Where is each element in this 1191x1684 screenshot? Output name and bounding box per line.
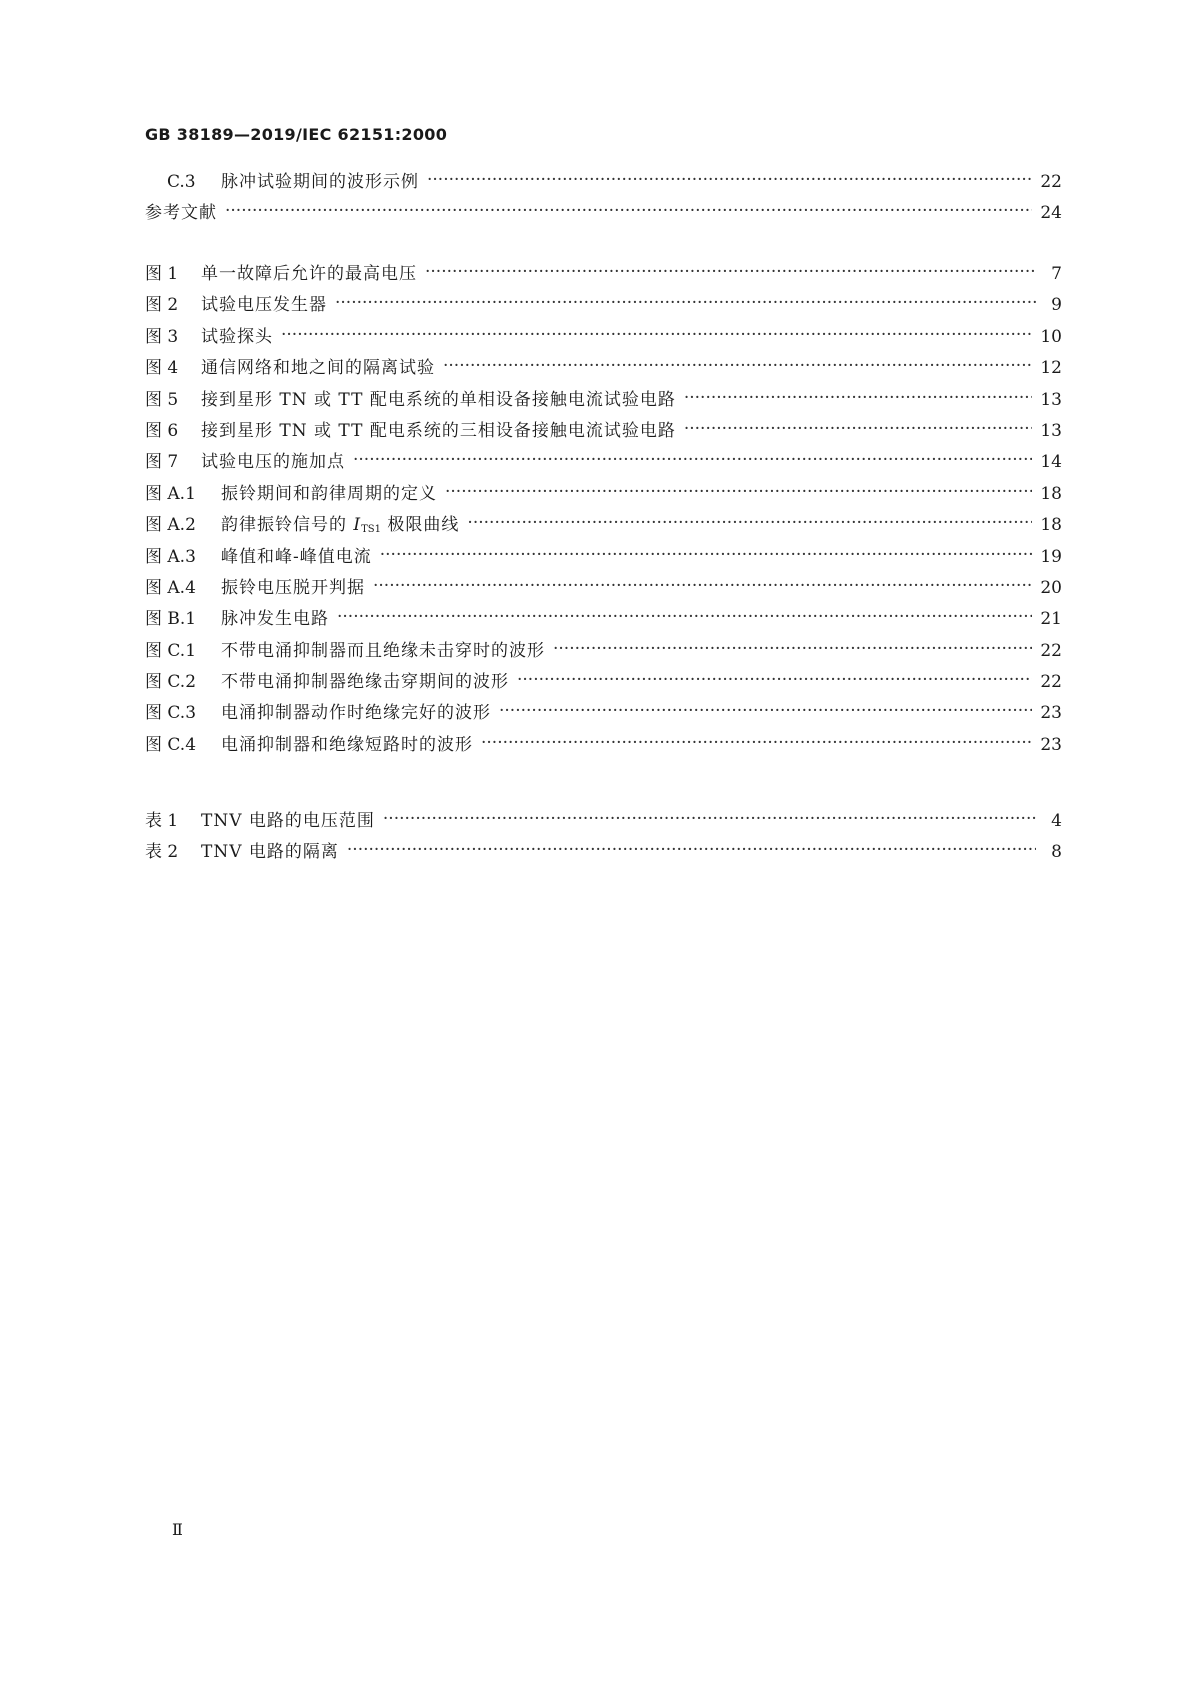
figure-title: 振铃期间和韵律周期的定义 (221, 483, 437, 504)
toc-sections (145, 167, 1062, 230)
dot-leader (373, 576, 1032, 593)
figure-number: 图 1 (145, 264, 179, 284)
toc-figure-entry[interactable] (145, 322, 1062, 353)
dot-leader (467, 513, 1032, 530)
toc-entry-page: 22 (1040, 172, 1062, 192)
toc-figure-entry[interactable] (145, 416, 1062, 447)
figure-title: 不带电涌抑制器绝缘击穿期间的波形 (221, 672, 509, 693)
toc-table-entry[interactable] (145, 806, 1062, 837)
toc-figure-entry[interactable] (145, 730, 1062, 761)
toc-figure-entry[interactable] (145, 447, 1062, 478)
dot-leader (443, 356, 1032, 373)
dot-leader (517, 670, 1032, 687)
figure-title: 峰值和峰-峰值电流 (221, 546, 372, 567)
toc-entry-title: 参考文献 (145, 203, 217, 224)
figure-number: 图 A.3 (145, 546, 196, 567)
figure-page: 7 (1051, 264, 1062, 284)
figure-title: 试验电压发生器 (201, 295, 327, 316)
toc-figure-entry[interactable] (145, 290, 1062, 321)
figure-title: 电涌抑制器动作时绝缘完好的波形 (221, 703, 491, 724)
figure-number: 图 B.1 (145, 609, 197, 630)
toc-figure-entry[interactable] (145, 698, 1062, 729)
current-subscript: TS1 (361, 524, 382, 536)
figure-number: 图 A.4 (145, 577, 196, 598)
toc-figure-entry[interactable] (145, 604, 1062, 635)
table-page: 8 (1051, 842, 1062, 863)
toc-figures (145, 259, 1062, 761)
figure-title: 电涌抑制器和绝缘短路时的波形 (221, 734, 473, 755)
table-title: TNV 电路的电压范围 (201, 811, 375, 831)
figure-title-suffix: 极限曲线 (381, 515, 460, 536)
toc-figure-entry[interactable] (145, 385, 1062, 416)
figure-title: 接到星形 TN 或 TT 配电系统的单相设备接触电流试验电路 (201, 389, 676, 410)
figure-title: 试验探头 (201, 326, 273, 347)
figure-page: 9 (1051, 295, 1062, 316)
figure-number: 图 7 (145, 452, 179, 473)
figure-number: 图 3 (145, 326, 179, 347)
figure-number: 图 6 (145, 420, 179, 441)
figure-number: 图 C.3 (145, 703, 197, 724)
figure-page: 23 (1040, 734, 1062, 755)
figure-number: 图 4 (145, 358, 179, 379)
figure-number: 图 5 (145, 389, 179, 410)
figure-title (221, 510, 459, 535)
figure-page: 20 (1040, 577, 1062, 598)
figure-title: 不带电涌抑制器而且绝缘未击穿时的波形 (221, 640, 545, 661)
figure-page: 21 (1040, 609, 1062, 630)
toc-tables (145, 806, 1062, 869)
figure-page: 13 (1040, 389, 1062, 410)
figure-page: 22 (1040, 640, 1062, 661)
figure-page: 12 (1040, 358, 1062, 379)
table-number: 表 2 (145, 842, 179, 863)
figure-number: 图 2 (145, 295, 179, 316)
figure-number: 图 C.1 (145, 640, 197, 661)
toc-entry-title: 脉冲试验期间的波形示例 (221, 172, 419, 192)
figure-title: 试验电压的施加点 (201, 452, 345, 473)
page-number-footer: Ⅱ (172, 1520, 183, 1539)
toc-entry[interactable] (145, 198, 1062, 229)
figure-title-prefix: 韵律振铃信号的 (221, 515, 354, 536)
dot-leader (425, 262, 1036, 279)
dot-leader (281, 325, 1032, 342)
dot-leader (684, 419, 1033, 436)
document-header: GB 38189—2019/IEC 62151:2000 (145, 125, 448, 144)
table-page: 4 (1051, 811, 1062, 831)
dot-leader (225, 201, 1032, 218)
dot-leader (383, 809, 1036, 826)
dot-leader (445, 482, 1032, 499)
figure-number: 图 C.2 (145, 672, 197, 693)
figure-title: 脉冲发生电路 (221, 609, 329, 630)
dot-leader (335, 293, 1036, 310)
toc-entry[interactable] (145, 167, 1062, 198)
dot-leader (499, 701, 1032, 718)
toc-figure-entry[interactable] (145, 259, 1062, 290)
figure-page: 18 (1040, 483, 1062, 504)
toc-figure-entry[interactable] (145, 353, 1062, 384)
figure-title: 单一故障后允许的最高电压 (201, 264, 417, 284)
figure-number: 图 C.4 (145, 734, 197, 755)
table-title: TNV 电路的隔离 (201, 842, 339, 863)
dot-leader (347, 840, 1036, 857)
dot-leader (337, 607, 1032, 624)
figure-title: 振铃电压脱开判据 (221, 577, 365, 598)
figure-page: 14 (1040, 452, 1062, 473)
toc-figure-entry[interactable] (145, 510, 1062, 541)
toc-figure-entry[interactable] (145, 573, 1062, 604)
toc-figure-entry[interactable] (145, 667, 1062, 698)
dot-leader (353, 450, 1032, 467)
figure-page: 13 (1040, 420, 1062, 441)
current-symbol: I (353, 515, 362, 536)
toc-entry-number: C.3 (167, 172, 196, 192)
figure-page: 10 (1040, 326, 1062, 347)
dot-leader (427, 170, 1032, 187)
figure-page: 22 (1040, 672, 1062, 693)
toc-table-entry[interactable] (145, 837, 1062, 868)
dot-leader (380, 545, 1033, 562)
figure-number: 图 A.1 (145, 483, 196, 504)
figure-number: 图 A.2 (145, 515, 196, 536)
figure-title: 接到星形 TN 或 TT 配电系统的三相设备接触电流试验电路 (201, 420, 676, 441)
dot-leader (553, 639, 1032, 656)
figure-page: 18 (1040, 515, 1062, 536)
table-number: 表 1 (145, 811, 179, 831)
figure-page: 19 (1040, 546, 1062, 567)
dot-leader (481, 733, 1032, 750)
toc-entry-page: 24 (1040, 203, 1062, 224)
dot-leader (684, 388, 1033, 405)
toc-figure-entry[interactable] (145, 636, 1062, 667)
toc-figure-entry[interactable] (145, 542, 1062, 573)
figure-title: 通信网络和地之间的隔离试验 (201, 358, 435, 379)
toc-figure-entry[interactable] (145, 479, 1062, 510)
figure-page: 23 (1040, 703, 1062, 724)
